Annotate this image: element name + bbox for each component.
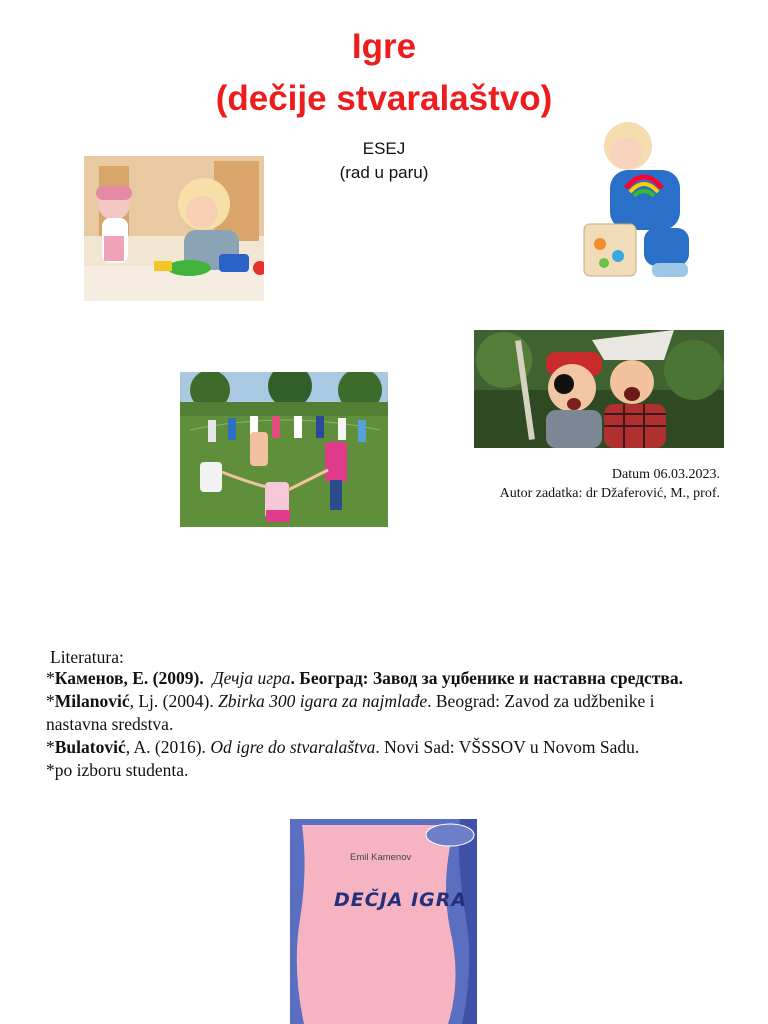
ref-3-author-rest: , A. (2016). (125, 737, 211, 757)
ref-3-prefix: * (46, 737, 55, 757)
ref-3-rest: . Novi Sad: VŠSSOV u Novom Sadu. (375, 737, 640, 757)
ref-1-author: Каменов, Е. (2009). (54, 668, 204, 688)
date-text: Datum 06.03.2023. (611, 467, 720, 482)
book-cover-title: DEČJA IGRA (334, 889, 468, 911)
literature-ref-1 (46, 667, 683, 690)
subtitle-esej: ESEJ (362, 139, 406, 158)
page-title-line2: (dečije stvaralaštvo) (215, 79, 553, 118)
photo-pirate-kids (474, 330, 724, 448)
ref-2-title: Zbirka 300 igara za najmlađe (218, 691, 428, 711)
ref-3-author: Bulatović (54, 737, 126, 757)
ref-1-prefix: * (46, 668, 55, 688)
ref-2-author-rest: , Lj. (2004). (129, 691, 219, 711)
ref-3-title: Od igre do stvaralaštva (210, 737, 376, 757)
author-text: Autor zadatka: dr Džaferović, M., prof. (499, 486, 720, 501)
ref-2-prefix: * (46, 691, 55, 711)
page-title-line1: Igre (351, 27, 417, 66)
photo-children-circle-game (180, 372, 388, 527)
literature-ref-2 (46, 690, 655, 713)
book-cover-image (290, 819, 477, 1024)
ref-2-rest: . Beograd: Zavod za udžbenike i (427, 691, 655, 711)
literature-ref-2-cont: nastavna sredstva. (46, 714, 174, 734)
literature-heading: Literatura: (50, 647, 124, 667)
ref-1-title: Дечја игра (212, 668, 291, 688)
photo-child-with-doll (84, 156, 264, 301)
literature-ref-4: *po izboru studenta. (46, 760, 189, 780)
ref-2-author: Milanović (54, 691, 130, 711)
book-cover-author: Emil Kamenov (350, 852, 412, 863)
subtitle-rad-u-paru: (rad u paru) (339, 163, 429, 182)
ref-1-rest: . Београд: Завод за уџбенике и наставна средства. (290, 668, 683, 688)
photo-toddler-with-cube (574, 118, 700, 286)
literature-ref-3 (46, 736, 639, 759)
